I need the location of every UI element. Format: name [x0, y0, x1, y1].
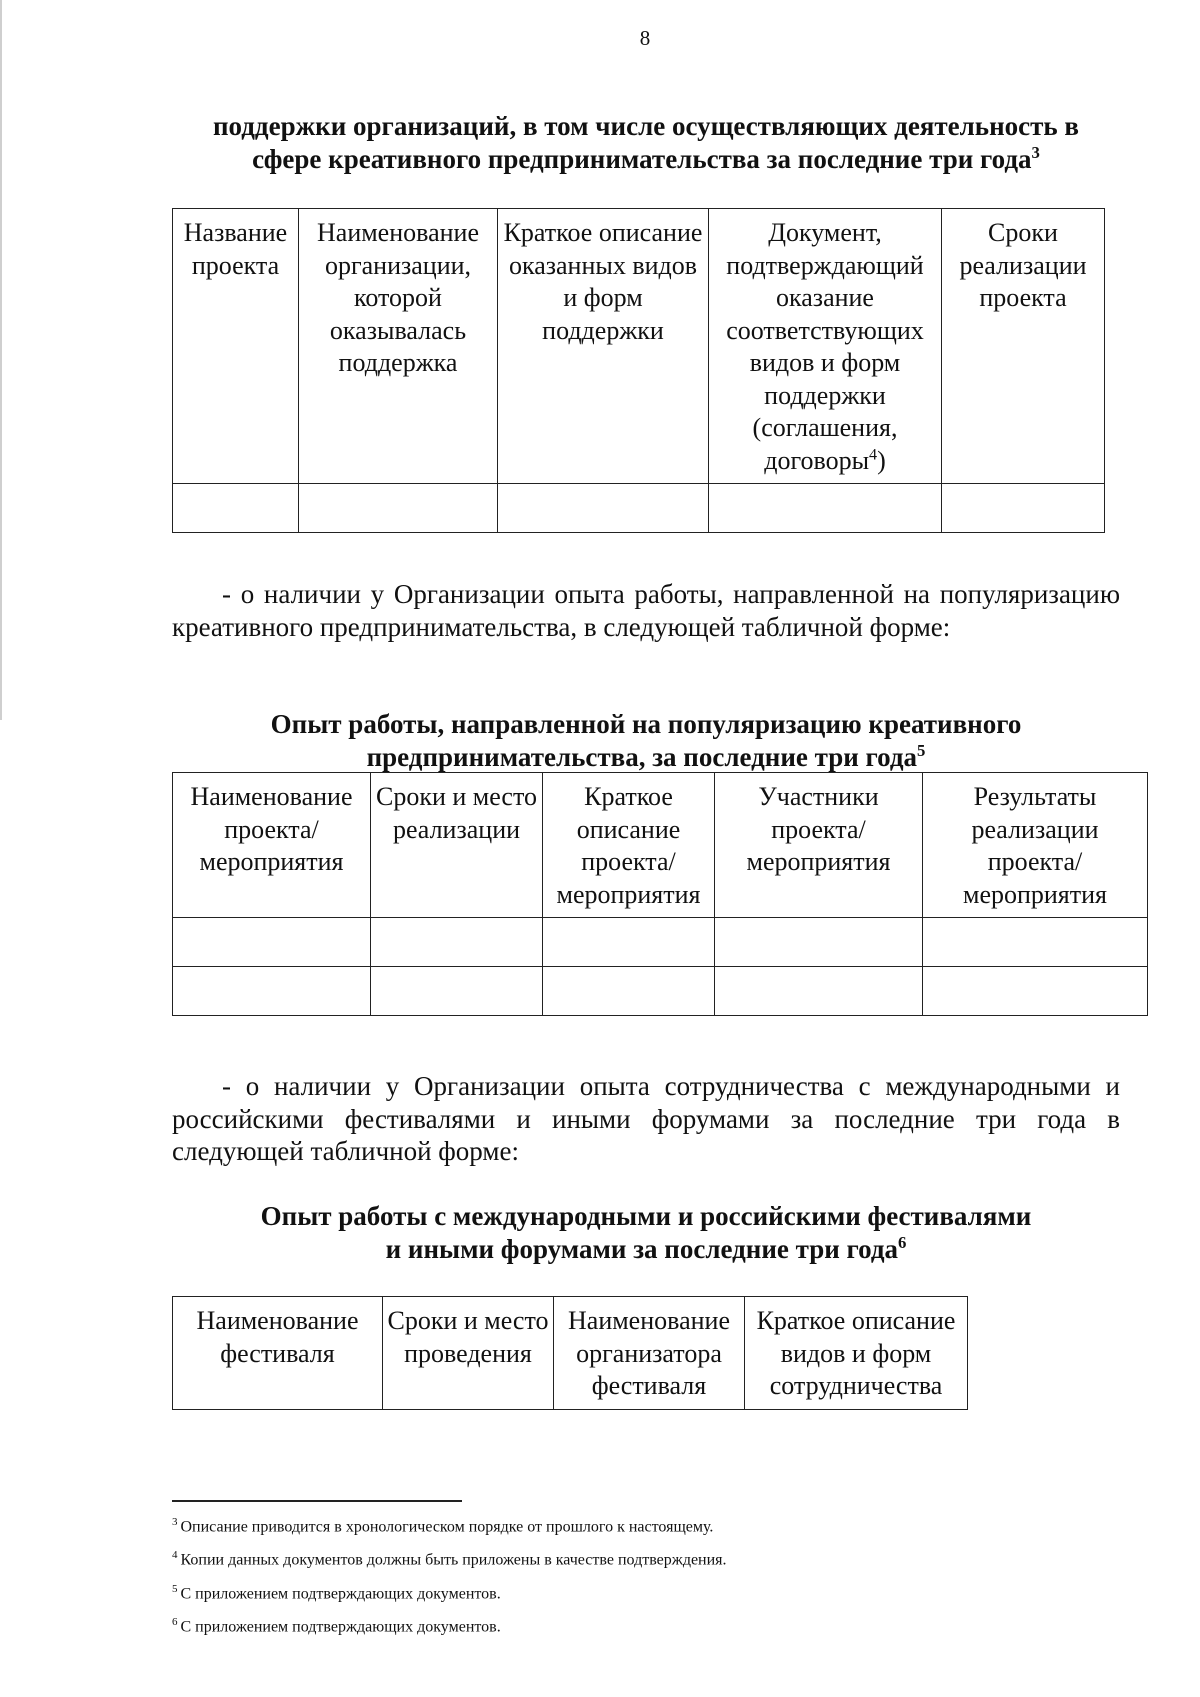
- support-table: [172, 208, 1105, 533]
- header-cell: Сроки и место проведения: [383, 1297, 554, 1410]
- footnote-ref: 5: [917, 741, 926, 760]
- paragraph-cooperation: - о наличии у Организации опыта сотрудничества с международными и российскими фестивалями и иными форумами за последние три года в следующей табличной форме:: [172, 1071, 1120, 1166]
- table-header-row: [173, 773, 1148, 918]
- header-cell: Наименование организации, которой оказывалась поддержка: [299, 209, 498, 484]
- header-cell: Сроки и место реализации: [371, 773, 543, 918]
- popularization-table-heading: [172, 708, 1120, 774]
- table-cell: [923, 967, 1148, 1016]
- header-cell: Краткое описание проекта/ мероприятия: [543, 773, 715, 918]
- header-cell: Результаты реализации проекта/ мероприятия: [923, 773, 1148, 918]
- page-number: 8: [639, 26, 651, 50]
- heading-line: Опыт работы, направленной на популяризацию креативного: [270, 709, 1022, 739]
- table-cell: [543, 918, 715, 967]
- table-cell: [709, 484, 942, 533]
- table-cell: [715, 918, 923, 967]
- table-header-row: [173, 209, 1105, 484]
- header-cell: Сроки реализации проекта: [942, 209, 1105, 484]
- footnote: $^3$ Описание приводится в хронологическом порядке от прошлого к настоящему.: [172, 1516, 714, 1536]
- header-cell: Наименование проекта/ мероприятия: [173, 773, 371, 918]
- footnotes: [172, 1508, 1120, 1641]
- table-cell: [173, 967, 371, 1016]
- footnote: $^5$ С приложением подтверждающих документов.: [172, 1582, 501, 1602]
- header-cell: Наименование фестиваля: [173, 1297, 383, 1410]
- header-cell: Документ, подтверждающий оказание соответствующих видов и форм поддержки (соглашения, договоры$^4$): [709, 209, 942, 484]
- heading-line: и иными форумами за последние три года$^6$: [385, 1233, 907, 1264]
- scan-edge: [0, 0, 2, 720]
- footnote: $^6$ С приложением подтверждающих документов.: [172, 1615, 501, 1636]
- table-row: [173, 484, 1105, 533]
- table-cell: [923, 918, 1148, 967]
- popularization-table: [172, 772, 1148, 1016]
- festivals-table: [172, 1296, 968, 1410]
- footnote-ref: 4: [869, 445, 878, 463]
- footnote-ref: 3: [1031, 143, 1040, 162]
- heading-line: сфере креативного предпринимательства за последние три года$^3$: [252, 143, 1040, 174]
- table-cell: [173, 918, 371, 967]
- footnote: $^4$ Копии данных документов должны быть приложены в качестве подтверждения.: [172, 1549, 727, 1569]
- footnote-ref: 6: [898, 1233, 907, 1252]
- support-table-heading: [172, 110, 1120, 176]
- header-cell: Наименование организатора фестиваля: [554, 1297, 745, 1410]
- paragraph-popularization: - о наличии у Организации опыта работы, направленной на популяризацию креативного предпринимательства, в следующей табличной форме:: [172, 579, 1120, 642]
- table-cell: [371, 967, 543, 1016]
- heading-line: Опыт работы с международными и российскими фестивалями: [260, 1201, 1032, 1231]
- table-cell: [299, 484, 498, 533]
- table-header-row: [173, 1297, 968, 1410]
- table-cell: [543, 967, 715, 1016]
- header-cell: Участники проекта/ мероприятия: [715, 773, 923, 918]
- table-cell: [715, 967, 923, 1016]
- header-cell: Краткое описание оказанных видов и форм поддержки: [498, 209, 709, 484]
- festivals-table-heading: [172, 1200, 1120, 1266]
- table-cell: [942, 484, 1105, 533]
- header-cell: Название проекта: [173, 209, 299, 484]
- table-cell: [371, 918, 543, 967]
- heading-line: предпринимательства, за последние три года$^5$: [366, 741, 926, 772]
- header-cell: Краткое описание видов и форм сотрудничества: [745, 1297, 968, 1410]
- table-cell: [498, 484, 709, 533]
- table-row: [173, 918, 1148, 967]
- table-row: [173, 967, 1148, 1016]
- heading-line: поддержки организаций, в том числе осуществляющих деятельность в: [213, 111, 1079, 141]
- table-cell: [173, 484, 299, 533]
- footnote-divider: [172, 1500, 462, 1502]
